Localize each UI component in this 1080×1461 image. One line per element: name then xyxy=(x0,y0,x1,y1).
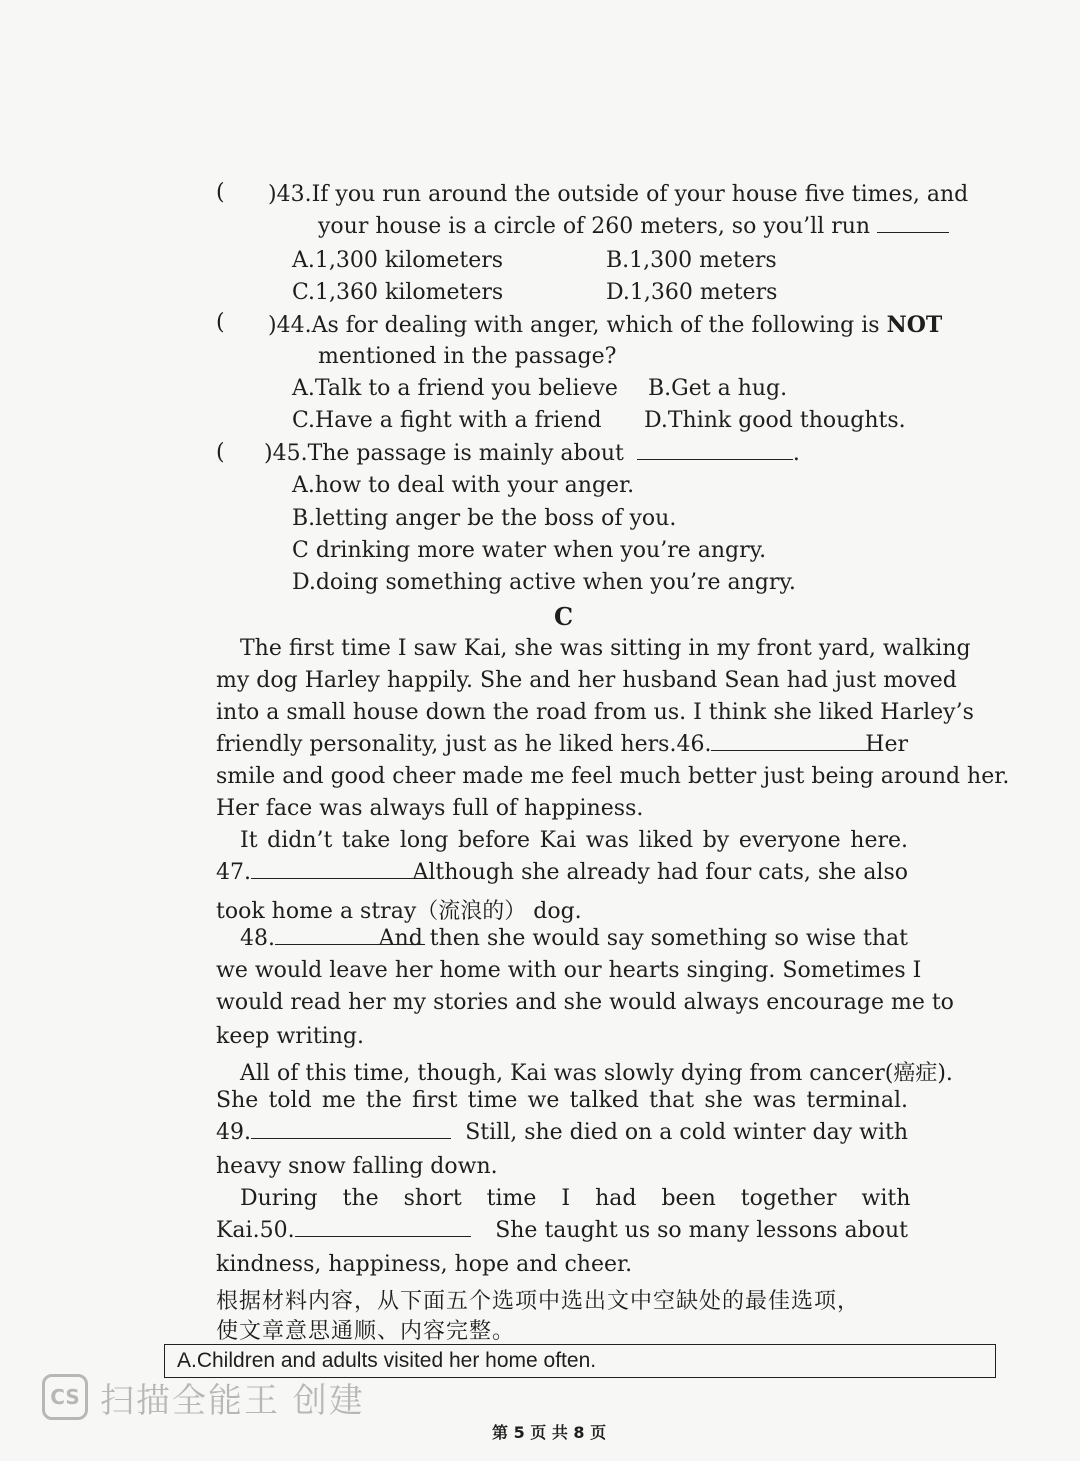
blank-49 xyxy=(251,1120,451,1139)
option-44-a: A.Talk to a friend you believe xyxy=(292,376,618,401)
paragraph-line: would read her my stories and she would always encourage me to xyxy=(216,990,954,1015)
emphasis-not: NOT xyxy=(886,312,943,338)
paragraph-line: into a small house down the road from us. I think she liked Harley’s xyxy=(216,700,974,725)
option-43-b: B.1,300 meters xyxy=(606,248,777,273)
blank-50 xyxy=(295,1218,471,1237)
paragraph-line: She told me the first time we talked that she was terminal. xyxy=(216,1088,908,1113)
watermark-text: 扫描全能王 创建 xyxy=(100,1380,365,1421)
paragraph-line: During the short time I had been together with xyxy=(240,1186,911,1211)
option-45-a: A.how to deal with your anger. xyxy=(292,473,635,498)
instruction-line: 根据材料内容，从下面五个选项中选出文中空缺处的最佳选项， xyxy=(216,1289,861,1314)
paragraph-line: Her face was always full of happiness. xyxy=(216,796,644,821)
paragraph-line: kindness, happiness, hope and cheer. xyxy=(216,1252,633,1277)
answer-paren-44: ( xyxy=(216,310,225,335)
paragraph-line-blank-49: 49. Still, she died on a cold winter day with xyxy=(216,1120,908,1145)
option-44-b: B.Get a hug. xyxy=(648,376,788,401)
scanner-watermark xyxy=(42,1370,365,1424)
question-45-stem: )45.The passage is mainly about . xyxy=(264,441,800,466)
answer-blank xyxy=(877,214,949,233)
paragraph-line-blank-48: 48. And then she would say something so wise that xyxy=(240,926,908,951)
question-43-stem-line2: your house is a circle of 260 meters, so you’ll run xyxy=(318,214,949,239)
paragraph-line: smile and good cheer made me feel much better just being around her. xyxy=(216,764,1010,789)
option-43-d: D.1,360 meters xyxy=(606,280,778,305)
option-45-d: D.doing something active when you’re angry. xyxy=(292,570,796,595)
paragraph-line: keep writing. xyxy=(216,1024,364,1049)
option-43-a: A.1,300 kilometers xyxy=(292,248,504,273)
paragraph-line: took home a stray（流浪的） dog. xyxy=(216,899,582,924)
answer-blank xyxy=(637,441,793,460)
option-45-c: C drinking more water when you’re angry. xyxy=(292,538,767,563)
paragraph-line-blank-46: friendly personality, just as he liked hers.46. Her xyxy=(216,732,908,757)
page-number: 第 5 页 共 8 页 xyxy=(492,1423,607,1442)
paragraph-line: The first time I saw Kai, she was sitting in my front yard, walking xyxy=(240,636,971,661)
paragraph-line: we would leave her home with our hearts singing. Sometimes I xyxy=(216,958,922,983)
option-box-a: A.Children and adults visited her home often. xyxy=(177,1349,597,1372)
answer-paren-45: ( xyxy=(216,440,225,465)
paragraph-line-blank-47: 47. Although she already had four cats, she also xyxy=(216,860,908,885)
camscanner-logo-icon: CS xyxy=(42,1374,88,1420)
answer-paren-43: ( xyxy=(216,180,225,205)
blank-47 xyxy=(251,860,427,879)
instruction-line: 使文章意思通顺、内容完整。 xyxy=(216,1319,516,1344)
paragraph-line: All of this time, though, Kai was slowly dying from cancer(癌症). xyxy=(240,1061,953,1086)
question-44-stem: )44.As for dealing with anger, which of the following is NOT xyxy=(268,312,943,338)
option-43-c: C.1,360 kilometers xyxy=(292,280,504,305)
option-44-d: D.Think good thoughts. xyxy=(644,408,906,433)
paragraph-line: heavy snow falling down. xyxy=(216,1154,498,1179)
question-43-stem: )43.If you run around the outside of your house five times, and xyxy=(268,182,969,207)
paragraph-line-blank-50: Kai.50. She taught us so many lessons about xyxy=(216,1218,908,1243)
paragraph-line: It didn’t take long before Kai was liked by everyone here. xyxy=(240,828,908,853)
paragraph-line: my dog Harley happily. She and her husband Sean had just moved xyxy=(216,668,957,693)
question-44-stem-line2: mentioned in the passage? xyxy=(318,344,617,369)
section-heading-c: C xyxy=(554,602,574,631)
blank-46 xyxy=(711,732,881,751)
option-45-b: B.letting anger be the boss of you. xyxy=(292,506,677,531)
option-44-c: C.Have a fight with a friend xyxy=(292,408,602,433)
